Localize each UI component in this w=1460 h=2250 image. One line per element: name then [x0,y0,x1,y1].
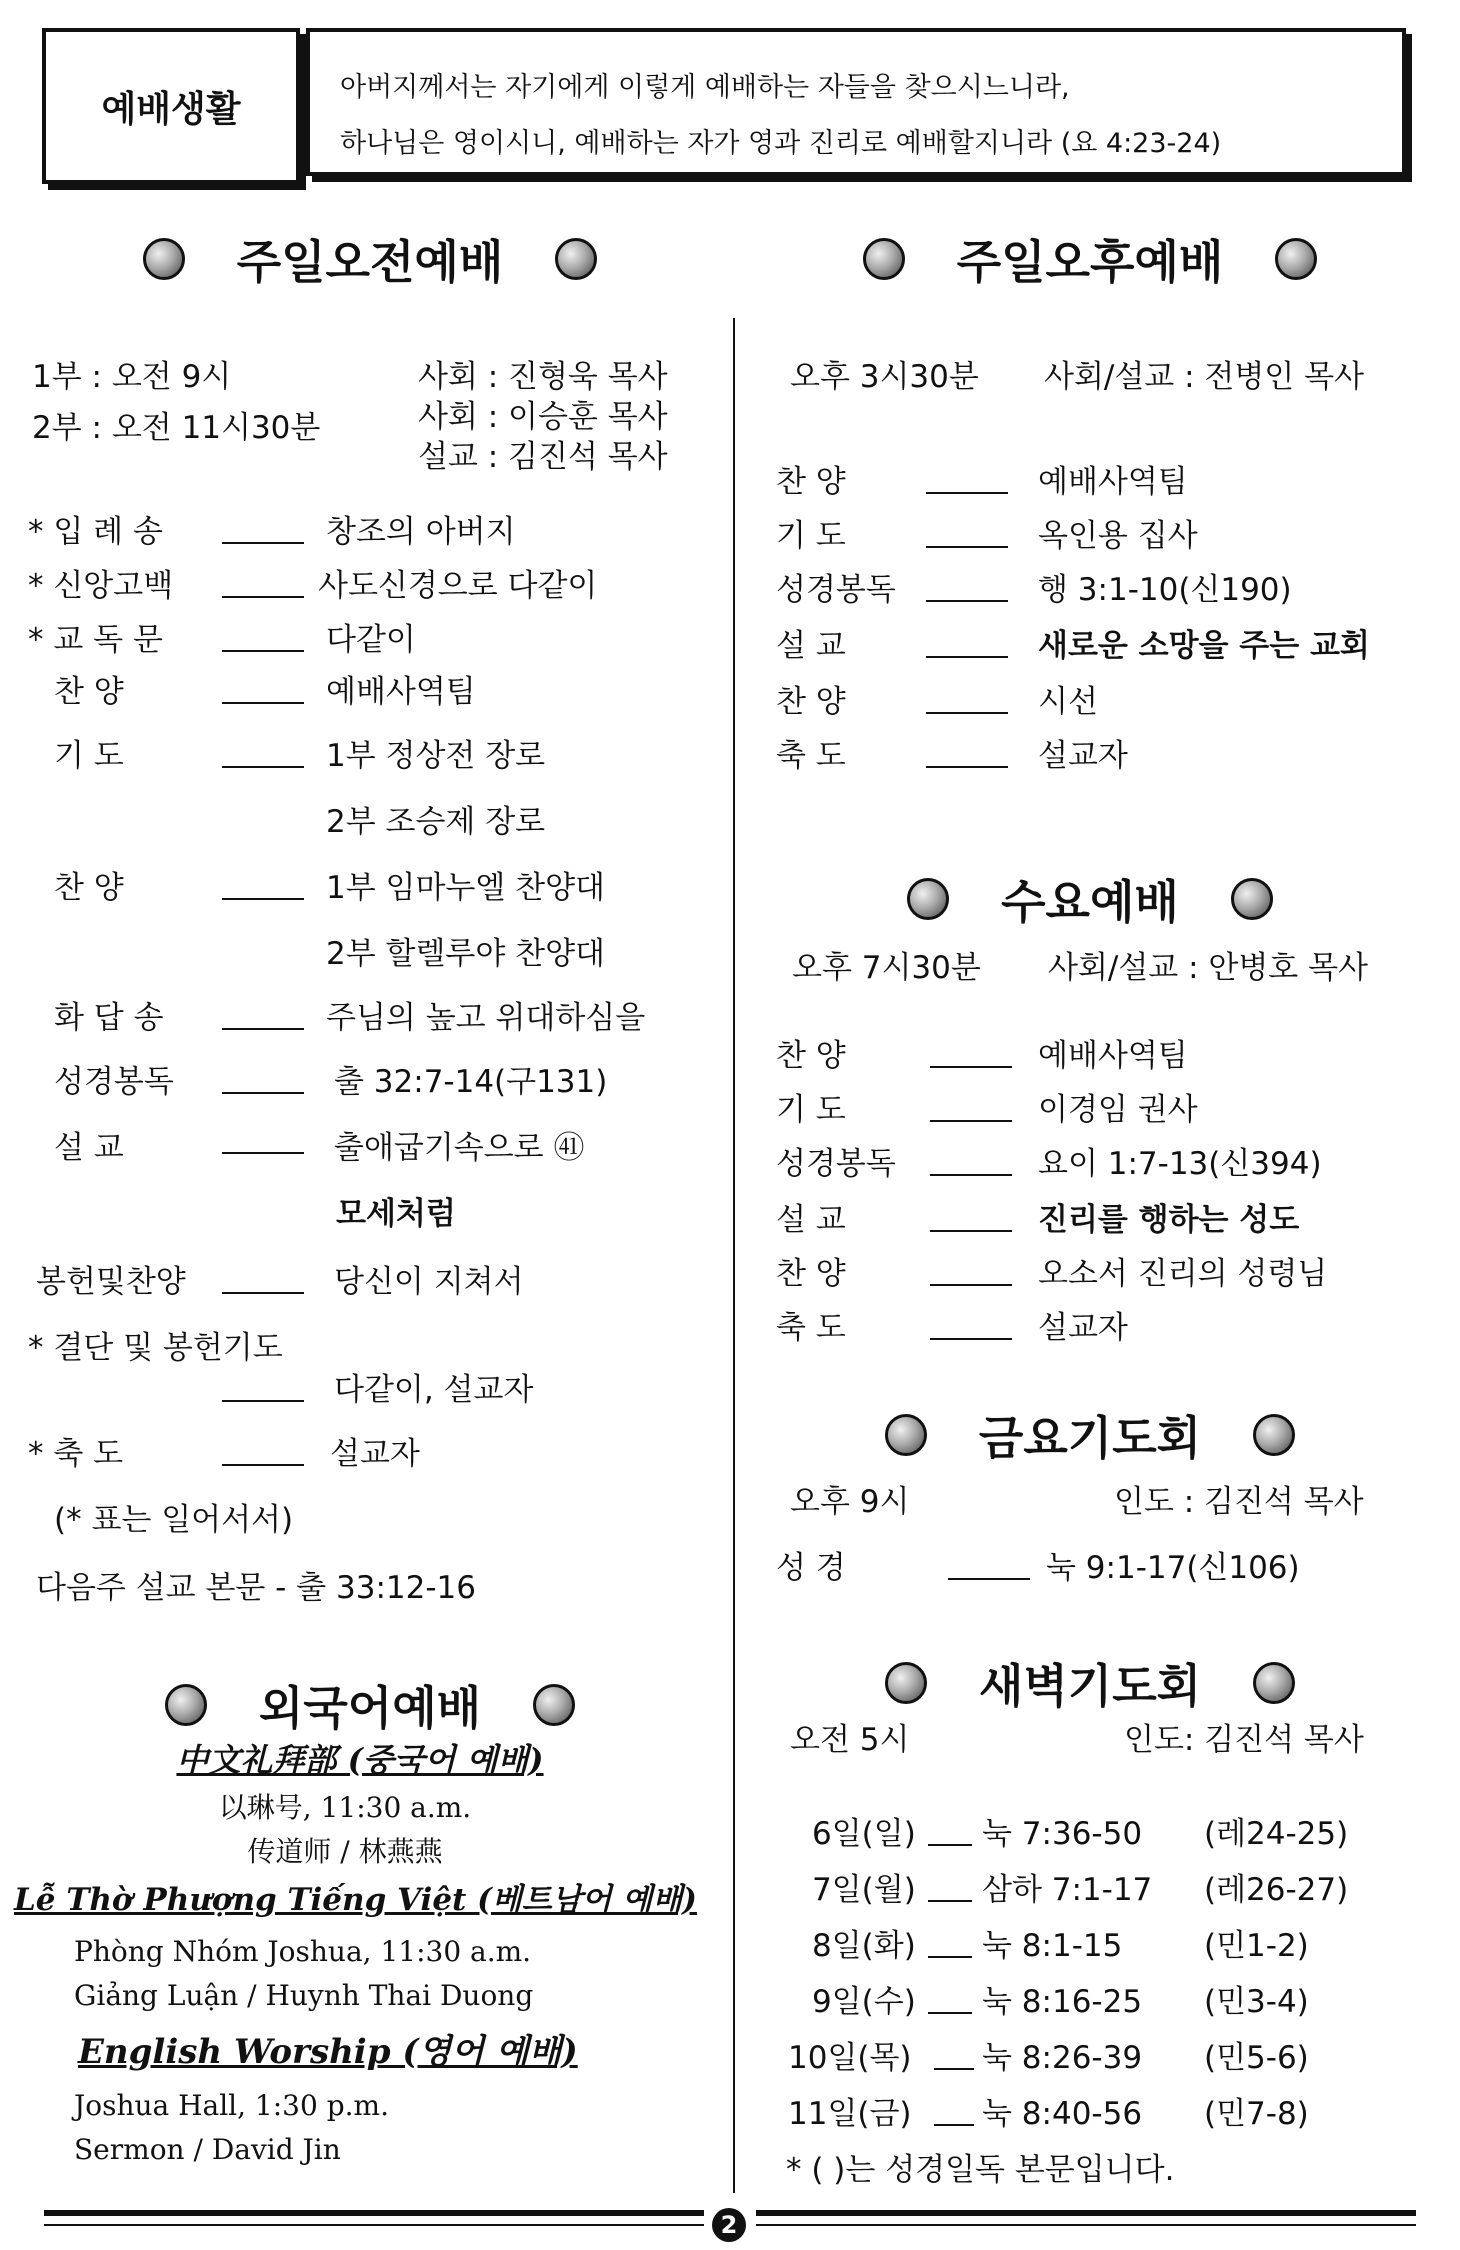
wednesday-leader: 사회/설교 : 안병호 목사 [1048,950,1368,986]
leader-dash [222,650,304,652]
order-label: 기 도 [54,738,124,774]
verse-line-1: 아버지께서는 자기에게 이렇게 예배하는 자들을 찾으시느니라, [340,72,1070,103]
leader-dash [222,1464,304,1466]
leader-dash [222,542,304,544]
order-label: 설 교 [776,1202,846,1238]
bullet-ball-icon [165,1684,207,1726]
english-line2: Sermon / David Jin [74,2133,341,2166]
footer-rule-left [44,2210,704,2216]
bullet-ball-icon [1253,1662,1295,1704]
order-label: 찬 양 [776,464,846,500]
dawn-ot-reading: (민3-4) [1204,1984,1309,2020]
friday-heading [760,1400,1420,1470]
order-label: * 축 도 [28,1436,124,1472]
sunday-pm-heading [760,224,1420,294]
leader-dash [222,1292,304,1294]
footer-rule-right-thin [756,2224,1416,2226]
order-label: 기 도 [776,518,846,554]
dawn-ot-reading: (레24-25) [1204,1816,1349,1852]
sunday-pm-leader: 사회/설교 : 전병인 목사 [1044,359,1364,395]
leader-dash [930,1284,1012,1286]
order-value: 1부 정상전 장로 [326,738,546,774]
sermon-title: 진리를 행하는 성도 [1038,1202,1300,1238]
scripture-label: 성 경 [776,1550,846,1586]
leader-dash [222,1152,304,1154]
wednesday-title: 수요예배 [1001,875,1179,929]
dawn-day: 6일(일) [812,1816,916,1852]
order-value: 예배사역팀 [1038,1038,1188,1074]
sunday-am-title: 주일오전예배 [236,235,504,289]
friday-scripture: 눅 9:1-17(신106) [1046,1550,1300,1586]
dawn-leader: 인도: 김진석 목사 [1124,1722,1364,1758]
order-label: 축 도 [776,738,846,774]
leader-dash [926,492,1008,494]
dawn-day: 11일(금) [788,2096,912,2132]
part1-time: 1부 : 오전 9시 [32,359,232,395]
leader2: 사회 : 이승훈 목사 [418,399,668,435]
leader-dash [926,600,1008,602]
chinese-line2: 传道师 / 林燕燕 [247,1835,443,1868]
order-value: 시선 [1038,684,1098,720]
page-number-text: 2 [720,2211,738,2239]
order-label: 축 도 [776,1310,846,1346]
leader-dash [928,2012,972,2014]
order-value: 2부 조승제 장로 [326,804,546,840]
leader-dash [222,1028,304,1030]
leader-dash [930,1174,1012,1176]
wednesday-time: 오후 7시30분 [792,950,981,986]
english-line1: Joshua Hall, 1:30 p.m. [74,2089,389,2122]
order-label: 설 교 [776,628,846,664]
dawn-reading: 눅 8:26-39 [982,2040,1143,2076]
sermon-title: 새로운 소망을 주는 교회 [1038,628,1370,664]
order-label: 성경봉독 [776,572,896,608]
dawn-time: 오전 5시 [790,1722,910,1758]
order-value: 예배사역팀 [1038,464,1188,500]
sunday-pm-time: 오후 3시30분 [790,359,979,395]
leader-dash [926,656,1008,658]
leader-dash [934,2068,974,2070]
friday-title: 금요기도회 [978,1411,1202,1465]
page-number [712,2208,746,2242]
order-label: * 입 례 송 [28,514,163,550]
order-value: 2부 할렐루야 찬양대 [326,936,605,972]
order-label: 성경봉독 [54,1064,174,1100]
order-value: 사도신경으로 다같이 [318,568,598,604]
sermon-title: 모세처럼 [336,1196,456,1232]
order-value: 요이 1:7-13(신394) [1038,1146,1322,1182]
order-label: 기 도 [776,1092,846,1128]
order-label: 화 답 송 [54,1000,164,1036]
section-label: 예배생활 [101,88,241,130]
leader-dash [930,1120,1012,1122]
foreign-heading [40,1670,700,1740]
order-value: 다같이, 설교자 [334,1372,534,1408]
bullet-ball-icon [143,238,185,280]
dawn-reading: 눅 8:40-56 [982,2096,1143,2132]
verse-box [306,28,1406,176]
order-label: * 결단 및 봉헌기도 [28,1330,283,1366]
order-label: * 신앙고백 [28,568,174,604]
order-label: 찬 양 [776,684,846,720]
order-value: 출 32:7-14(구131) [334,1064,608,1100]
order-value: 창조의 아버지 [326,514,516,550]
section-label-box [42,28,300,184]
order-label: * 교 독 문 [28,622,163,658]
dawn-ot-reading: (민5-6) [1204,2040,1309,2076]
dawn-ot-reading: (레26-27) [1204,1872,1349,1908]
bullet-ball-icon [1231,878,1273,920]
dawn-reading: 눅 8:16-25 [982,1984,1143,2020]
order-value: 1부 임마누엘 찬양대 [326,870,605,906]
order-value: 이경임 권사 [1038,1092,1198,1128]
verse-line-2: 하나님은 영이시니, 예배하는 자가 영과 진리로 예배할지니라 (요 4:23-24) [340,128,1222,159]
order-label: 찬 양 [54,870,124,906]
dawn-heading [760,1648,1420,1718]
english-title: English Worship (영어 예배) [78,2032,578,2072]
leader-dash [926,546,1008,548]
leader-dash [934,2124,974,2126]
order-label: 찬 양 [54,674,124,710]
bullet-ball-icon [1253,1414,1295,1456]
order-label: 찬 양 [776,1256,846,1292]
order-value: 출애굽기속으로 ㊶ [334,1130,585,1166]
leader-dash [930,1338,1012,1340]
dawn-note: * ( )는 성경일독 본문입니다. [786,2152,1175,2188]
leader-dash [222,766,304,768]
leader-dash [926,712,1008,714]
footer-rule-left-thin [44,2224,704,2226]
footer-rule-right [756,2210,1416,2216]
chinese-line1: 以琳号, 11:30 a.m. [218,1791,472,1824]
bullet-ball-icon [863,238,905,280]
wednesday-heading [760,864,1420,934]
dawn-reading: 눅 8:1-15 [982,1928,1123,1964]
leader-dash [222,596,304,598]
sunday-am-heading [40,224,700,294]
order-value: 당신이 지쳐서 [334,1264,524,1300]
bullet-ball-icon [885,1662,927,1704]
leader1: 사회 : 진형욱 목사 [418,359,668,395]
dawn-ot-reading: (민1-2) [1204,1928,1309,1964]
leader-dash [930,1230,1012,1232]
leader-dash [222,1400,304,1402]
dawn-day: 9일(수) [812,1984,916,2020]
order-value: 예배사역팀 [326,674,476,710]
dawn-day: 10일(목) [788,2040,912,2076]
order-value: 다같이 [326,622,416,658]
bullet-ball-icon [1275,238,1317,280]
foreign-title: 외국어예배 [258,1681,482,1735]
order-value: 옥인용 집사 [1038,518,1198,554]
order-label: 봉헌및찬양 [36,1264,186,1300]
chinese-title: 中文礼拜部 (중국어 예배) [176,1741,544,1779]
column-divider [733,318,735,2193]
dawn-day: 8일(화) [812,1928,916,1964]
order-value: 설교자 [330,1436,420,1472]
friday-leader: 인도 : 김진석 목사 [1114,1484,1364,1520]
leader-dash [928,1900,972,1902]
order-label: 성경봉독 [776,1146,896,1182]
dawn-ot-reading: (민7-8) [1204,2096,1309,2132]
dawn-title: 새벽기도회 [978,1659,1202,1713]
standing-note: (* 표는 일어서서) [54,1502,294,1538]
order-value: 주님의 높고 위대하심을 [326,1000,646,1036]
leader-dash [948,1578,1030,1580]
order-label: 설 교 [54,1130,124,1166]
bullet-ball-icon [885,1414,927,1456]
leader-dash [222,1092,304,1094]
friday-time: 오후 9시 [790,1484,910,1520]
order-label: 찬 양 [776,1038,846,1074]
order-value: 설교자 [1038,738,1128,774]
viet-title: Lễ Thờ Phượng Tiếng Việt (베트남어 예배) [14,1882,697,1918]
sunday-pm-title: 주일오후예배 [956,235,1224,289]
leader-dash [928,1844,972,1846]
order-value: 설교자 [1038,1310,1128,1346]
leader-dash [930,1066,1012,1068]
order-value: 오소서 진리의 성령님 [1038,1256,1328,1292]
leader-dash [222,702,304,704]
viet-line2: Giảng Luận / Huynh Thai Duong [74,1979,534,2012]
leader-dash [926,766,1008,768]
dawn-reading: 눅 7:36-50 [982,1816,1143,1852]
bullet-ball-icon [907,878,949,920]
leader-dash [222,898,304,900]
viet-line1: Phòng Nhóm Joshua, 11:30 a.m. [74,1935,532,1968]
bullet-ball-icon [533,1684,575,1726]
part2-time: 2부 : 오전 11시30분 [32,410,321,446]
leader-dash [928,1956,972,1958]
order-value: 행 3:1-10(신190) [1038,572,1292,608]
preacher: 설교 : 김진석 목사 [418,439,668,475]
bullet-ball-icon [555,238,597,280]
next-week-text: 다음주 설교 본문 - 출 33:12-16 [36,1570,476,1606]
dawn-reading: 삼하 7:1-17 [982,1872,1153,1908]
dawn-day: 7일(월) [812,1872,916,1908]
